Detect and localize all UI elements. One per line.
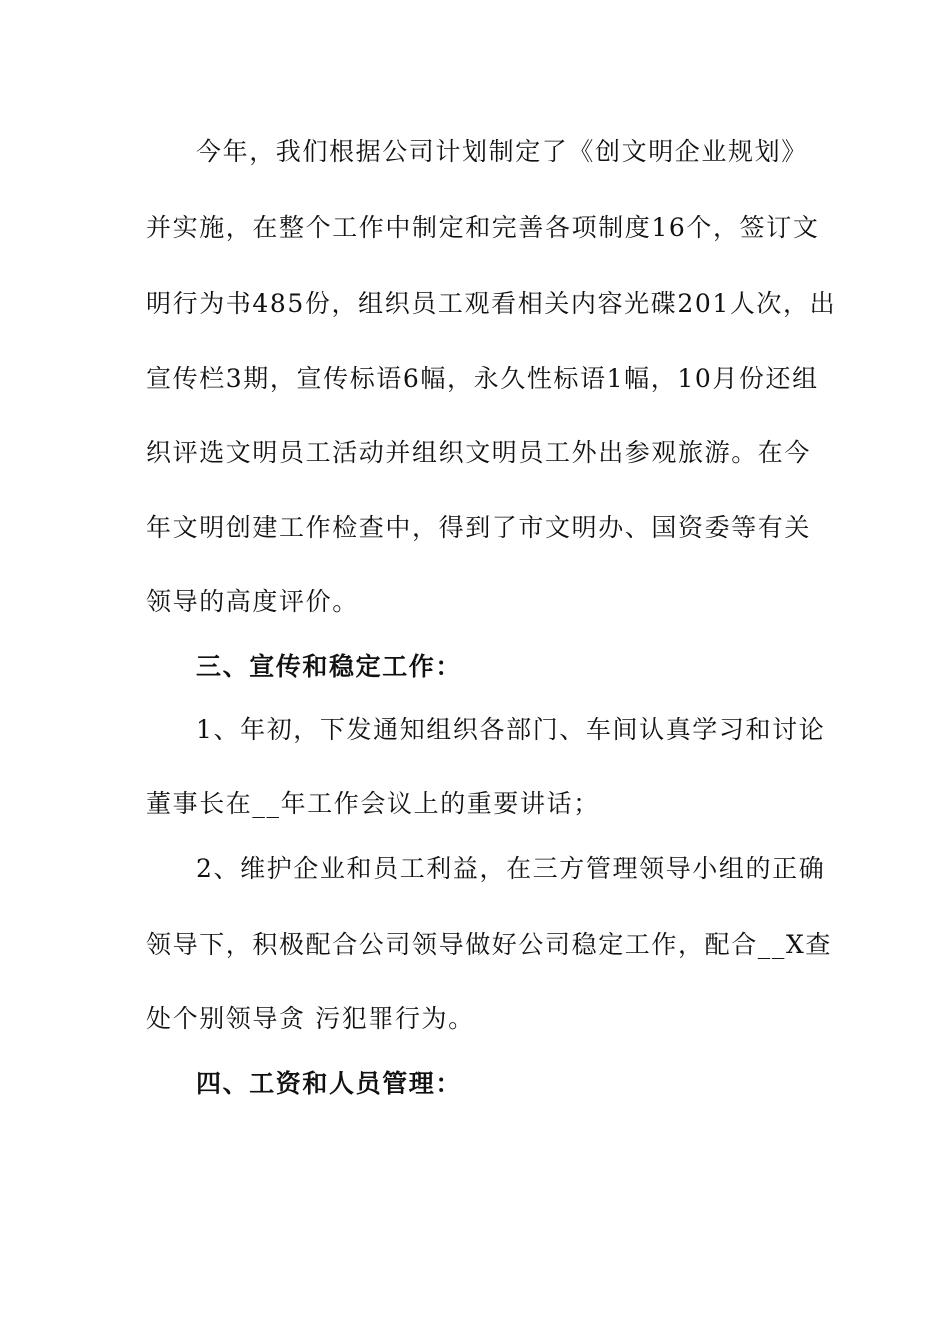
paragraph-1-line-7: 领导的高度评价。 <box>146 587 359 616</box>
section-3-item-2-line-3: 处个别领导贪 污犯罪行为。 <box>146 1004 475 1033</box>
paragraph-1-line-1: 今年，我们根据公司计划制定了《创文明企业规划》 <box>196 137 808 166</box>
section-3-item-1-line-1: 1、年初，下发通知组织各部门、车间认真学习和讨论 <box>196 715 826 744</box>
section-3-item-2-line-1: 2、维护企业和员工利益，在三方管理领导小组的正确 <box>196 854 826 883</box>
paragraph-1-line-2: 并实施，在整个工作中制定和完善各项制度16个，签订文 <box>146 213 820 242</box>
paragraph-1-line-6: 年文明创建工作检查中，得到了市文明办、国资委等有关 <box>146 513 812 542</box>
section-3-item-1-line-2: 董事长在__年工作会议上的重要讲话； <box>146 789 600 818</box>
section-4-heading: 四、工资和人员管理： <box>196 1069 463 1098</box>
section-3-heading: 三、宣传和稳定工作： <box>196 652 463 681</box>
paragraph-1-line-5: 织评选文明员工活动并组织文明员工外出参观旅游。在今 <box>146 438 812 467</box>
paragraph-1-line-3: 明行为书485份，组织员工观看相关内容光碟201人次，出 <box>146 289 837 318</box>
section-3-item-2-line-2: 领导下，积极配合公司领导做好公司稳定工作，配合__X查 <box>146 930 832 959</box>
paragraph-1-line-4: 宣传栏3期，宣传标语6幅，永久性标语1幅，10月份还组 <box>146 364 819 393</box>
